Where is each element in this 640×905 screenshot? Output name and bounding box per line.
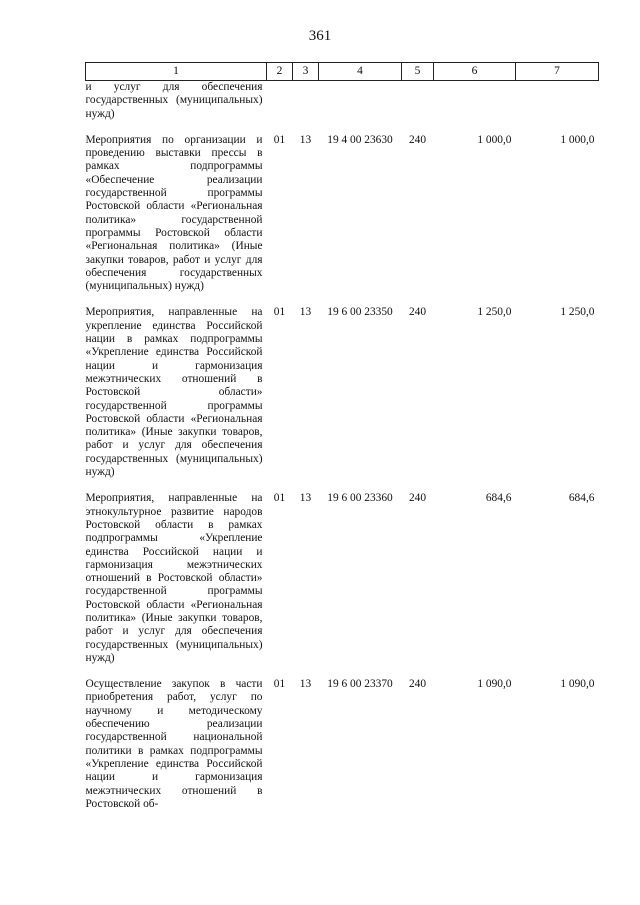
table-row (86, 678, 599, 811)
target-article-code: 19 6 00 23370 (327, 678, 393, 691)
amount-col6: 1 250,0 (477, 306, 512, 319)
column-header: 1 (86, 63, 267, 81)
target-article-code: 19 6 00 23350 (327, 306, 393, 319)
column-header: 6 (434, 63, 516, 81)
subsection-code: 13 (299, 492, 312, 505)
section-code: 01 (273, 133, 286, 146)
table-row (86, 134, 599, 294)
column-header: 7 (516, 63, 599, 81)
expense-type-code: 240 (408, 492, 427, 505)
section-code: 01 (273, 492, 286, 505)
row-description: Осуществление закупок в части приобретения работ, услуг по научному и методическому обеспечению реализации государственной национальной политики в рамках подпрограммы «Укрепление единства Российской нации и гармонизация межэтнических отношений в Ростовской об- (85, 678, 263, 810)
amount-col7: 1 090,0 (560, 678, 595, 691)
subsection-code: 13 (299, 678, 312, 691)
column-header: 2 (267, 63, 293, 81)
subsection-code: 13 (299, 306, 312, 319)
target-article-code: 19 6 00 23360 (327, 492, 393, 505)
table-header-row (86, 63, 599, 81)
expense-type-code: 240 (408, 678, 427, 691)
row-description: Мероприятия, направленные на укрепление единства Российской нации в рамках подпрограммы «Укрепление единства Российской нации и гармонизация межэтнических отношений в Ростовской области» государственной программы Ростовской области «Региональная политика» (Иные закупки товаров, работ и услуг для обеспечения государственных (муниципальных) нужд) (85, 306, 263, 479)
amount-col7: 1 000,0 (560, 133, 595, 146)
target-article-code: 19 4 00 23630 (327, 133, 393, 146)
amount-col7: 1 250,0 (560, 306, 595, 319)
amount-col7: 684,6 (568, 492, 595, 505)
column-header: 4 (319, 63, 402, 81)
table-row (86, 306, 599, 479)
expense-type-code: 240 (408, 306, 427, 319)
column-header: 5 (402, 63, 434, 81)
expense-type-code: 240 (408, 133, 427, 146)
continuation-text: и услуг для обеспечения государственных (муниципальных) нужд) (85, 81, 263, 120)
budget-table (85, 62, 599, 811)
amount-col6: 684,6 (485, 492, 512, 505)
subsection-code: 13 (299, 133, 312, 146)
row-description: Мероприятия, направленные на этнокультурное развитие народов Ростовской области в рамках подпрограммы «Укрепление единства Российской нации и гармонизация межэтнических отношений в Ростовской области» государственной программы Ростовской области «Региональная политика» (Иные закупки товаров, работ и услуг для обеспечения государственных (муниципальных) нужд) (85, 492, 263, 664)
amount-col6: 1 000,0 (477, 133, 512, 146)
table-row (86, 81, 599, 121)
row-description: Мероприятия по организации и проведению выставки прессы в рамках подпрограммы «Обеспечение реализации государственной программы Ростовской области «Региональная политика» государственной программы Ростовской области «Региональная политика» (Иные закупки товаров, работ и услуг для обеспечения государственных (муниципальных) нужд) (85, 133, 263, 293)
section-code: 01 (273, 306, 286, 319)
amount-col6: 1 090,0 (477, 678, 512, 691)
section-code: 01 (273, 678, 286, 691)
table-row (86, 492, 599, 665)
column-header: 3 (293, 63, 319, 81)
page-number: 361 (308, 28, 332, 44)
